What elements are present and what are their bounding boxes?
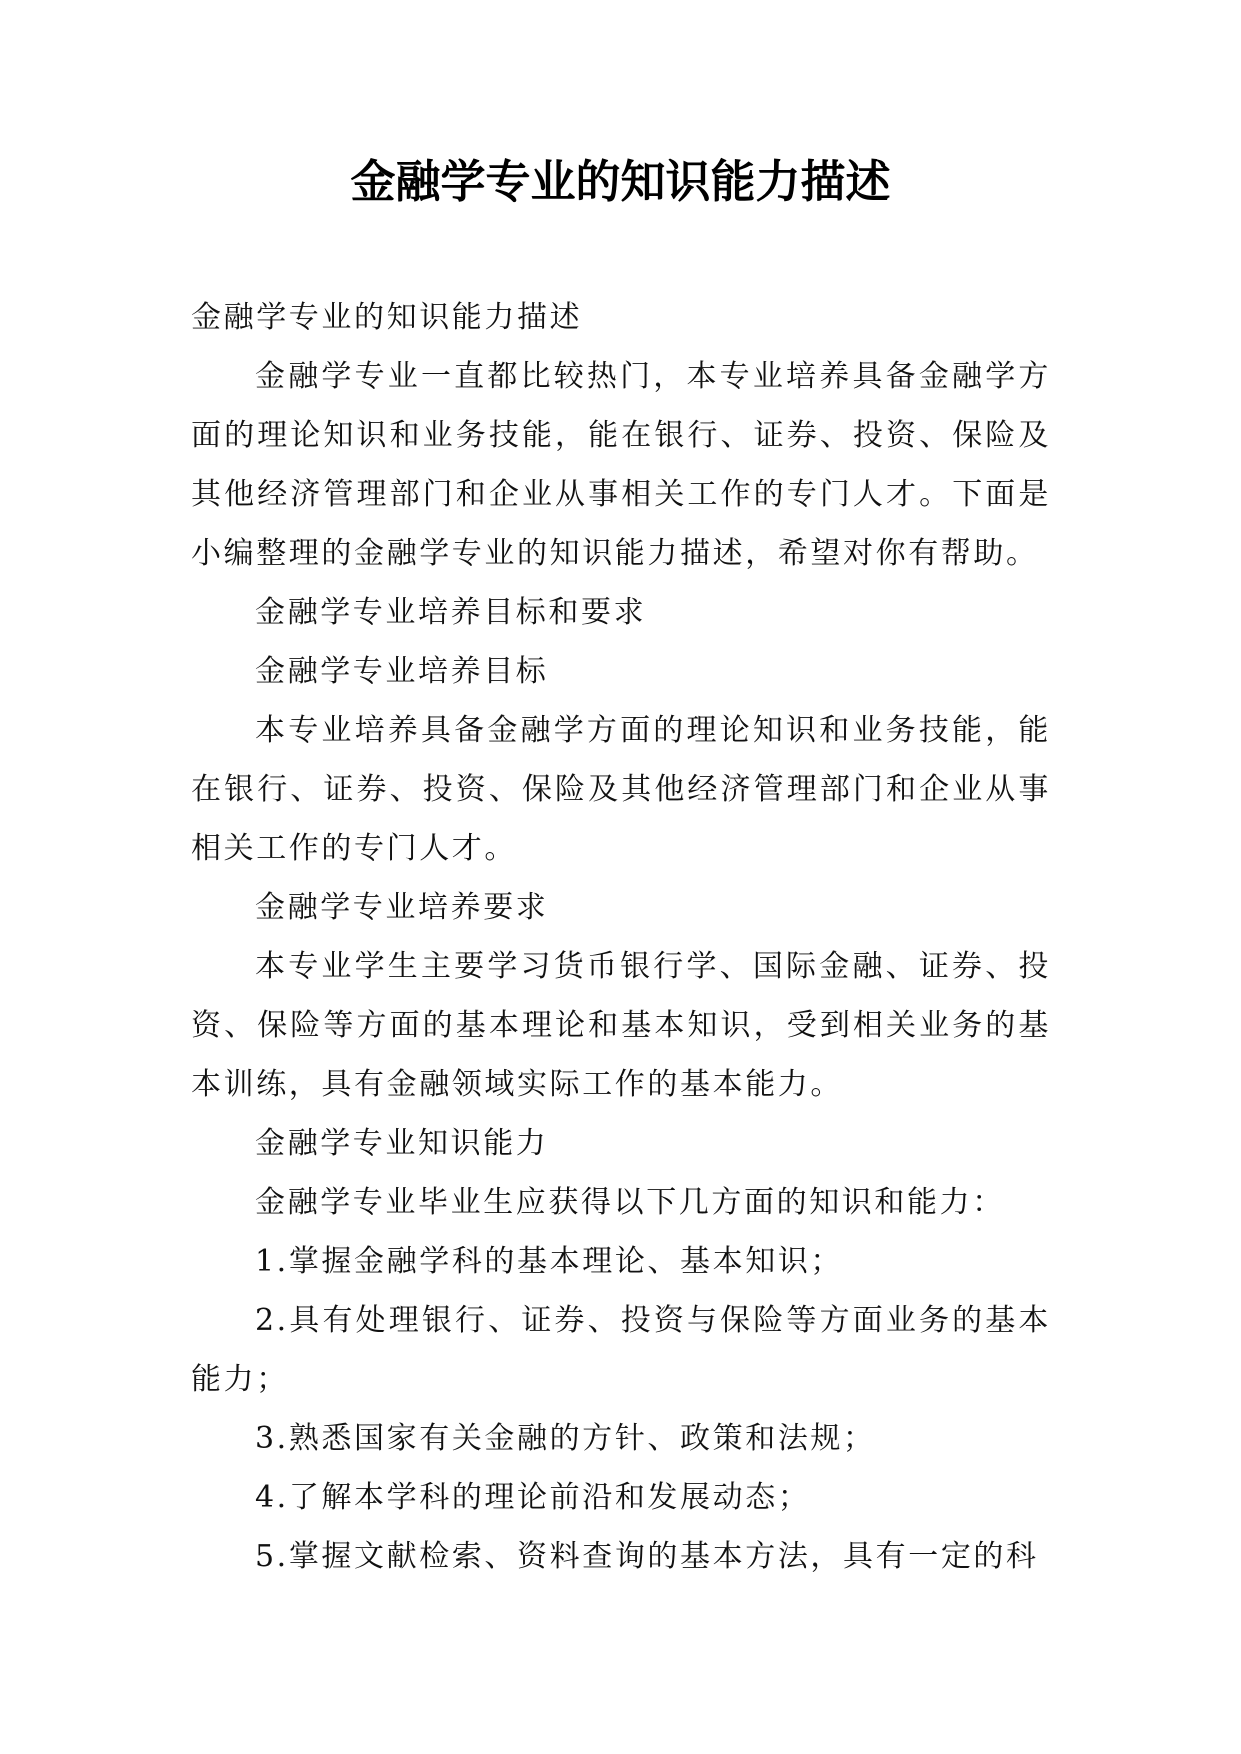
list-item: 5.掌握文献检索、资料查询的基本方法，具有一定的科 [255, 1539, 1039, 1574]
list-item: 1.掌握金融学科的基本理论、基本知识； [255, 1244, 844, 1279]
paragraph: 金融学专业毕业生应获得以下几方面的知识和能力： [255, 1185, 1005, 1220]
list-item: 3.熟悉国家有关金融的方针、政策和法规； [255, 1421, 876, 1456]
paragraph: 金融学专业的知识能力描述 [191, 300, 583, 335]
section-heading: 金融学专业培养要求 [255, 890, 549, 925]
paragraph: 本专业学生主要学习货币银行学、国际金融、证券、投资、保险等方面的基本理论和基本知识，受到相关业务的基本训练，具有金融领域实际工作的基本能力。 [191, 949, 1051, 1102]
section-heading: 金融学专业培养目标 [255, 654, 549, 689]
list-item: 4.了解本学科的理论前沿和发展动态； [255, 1480, 811, 1515]
paragraph: 本专业培养具备金融学方面的理论知识和业务技能，能在银行、证券、投资、保险及其他经济管理部门和企业从事相关工作的专门人才。 [191, 713, 1051, 866]
list-item: 2.具有处理银行、证券、投资与保险等方面业务的基本能力； [191, 1303, 1051, 1397]
section-heading: 金融学专业培养目标和要求 [255, 595, 647, 630]
document-body [191, 288, 1051, 1586]
document-title: 金融学专业的知识能力描述 [350, 155, 891, 208]
paragraph: 金融学专业一直都比较热门，本专业培养具备金融学方面的理论知识和业务技能，能在银行、证券、投资、保险及其他经济管理部门和企业从事相关工作的专门人才。下面是小编整理的金融学专业的知识能力描述，希望对你有帮助。 [191, 359, 1051, 571]
section-heading: 金融学专业知识能力 [255, 1126, 549, 1161]
